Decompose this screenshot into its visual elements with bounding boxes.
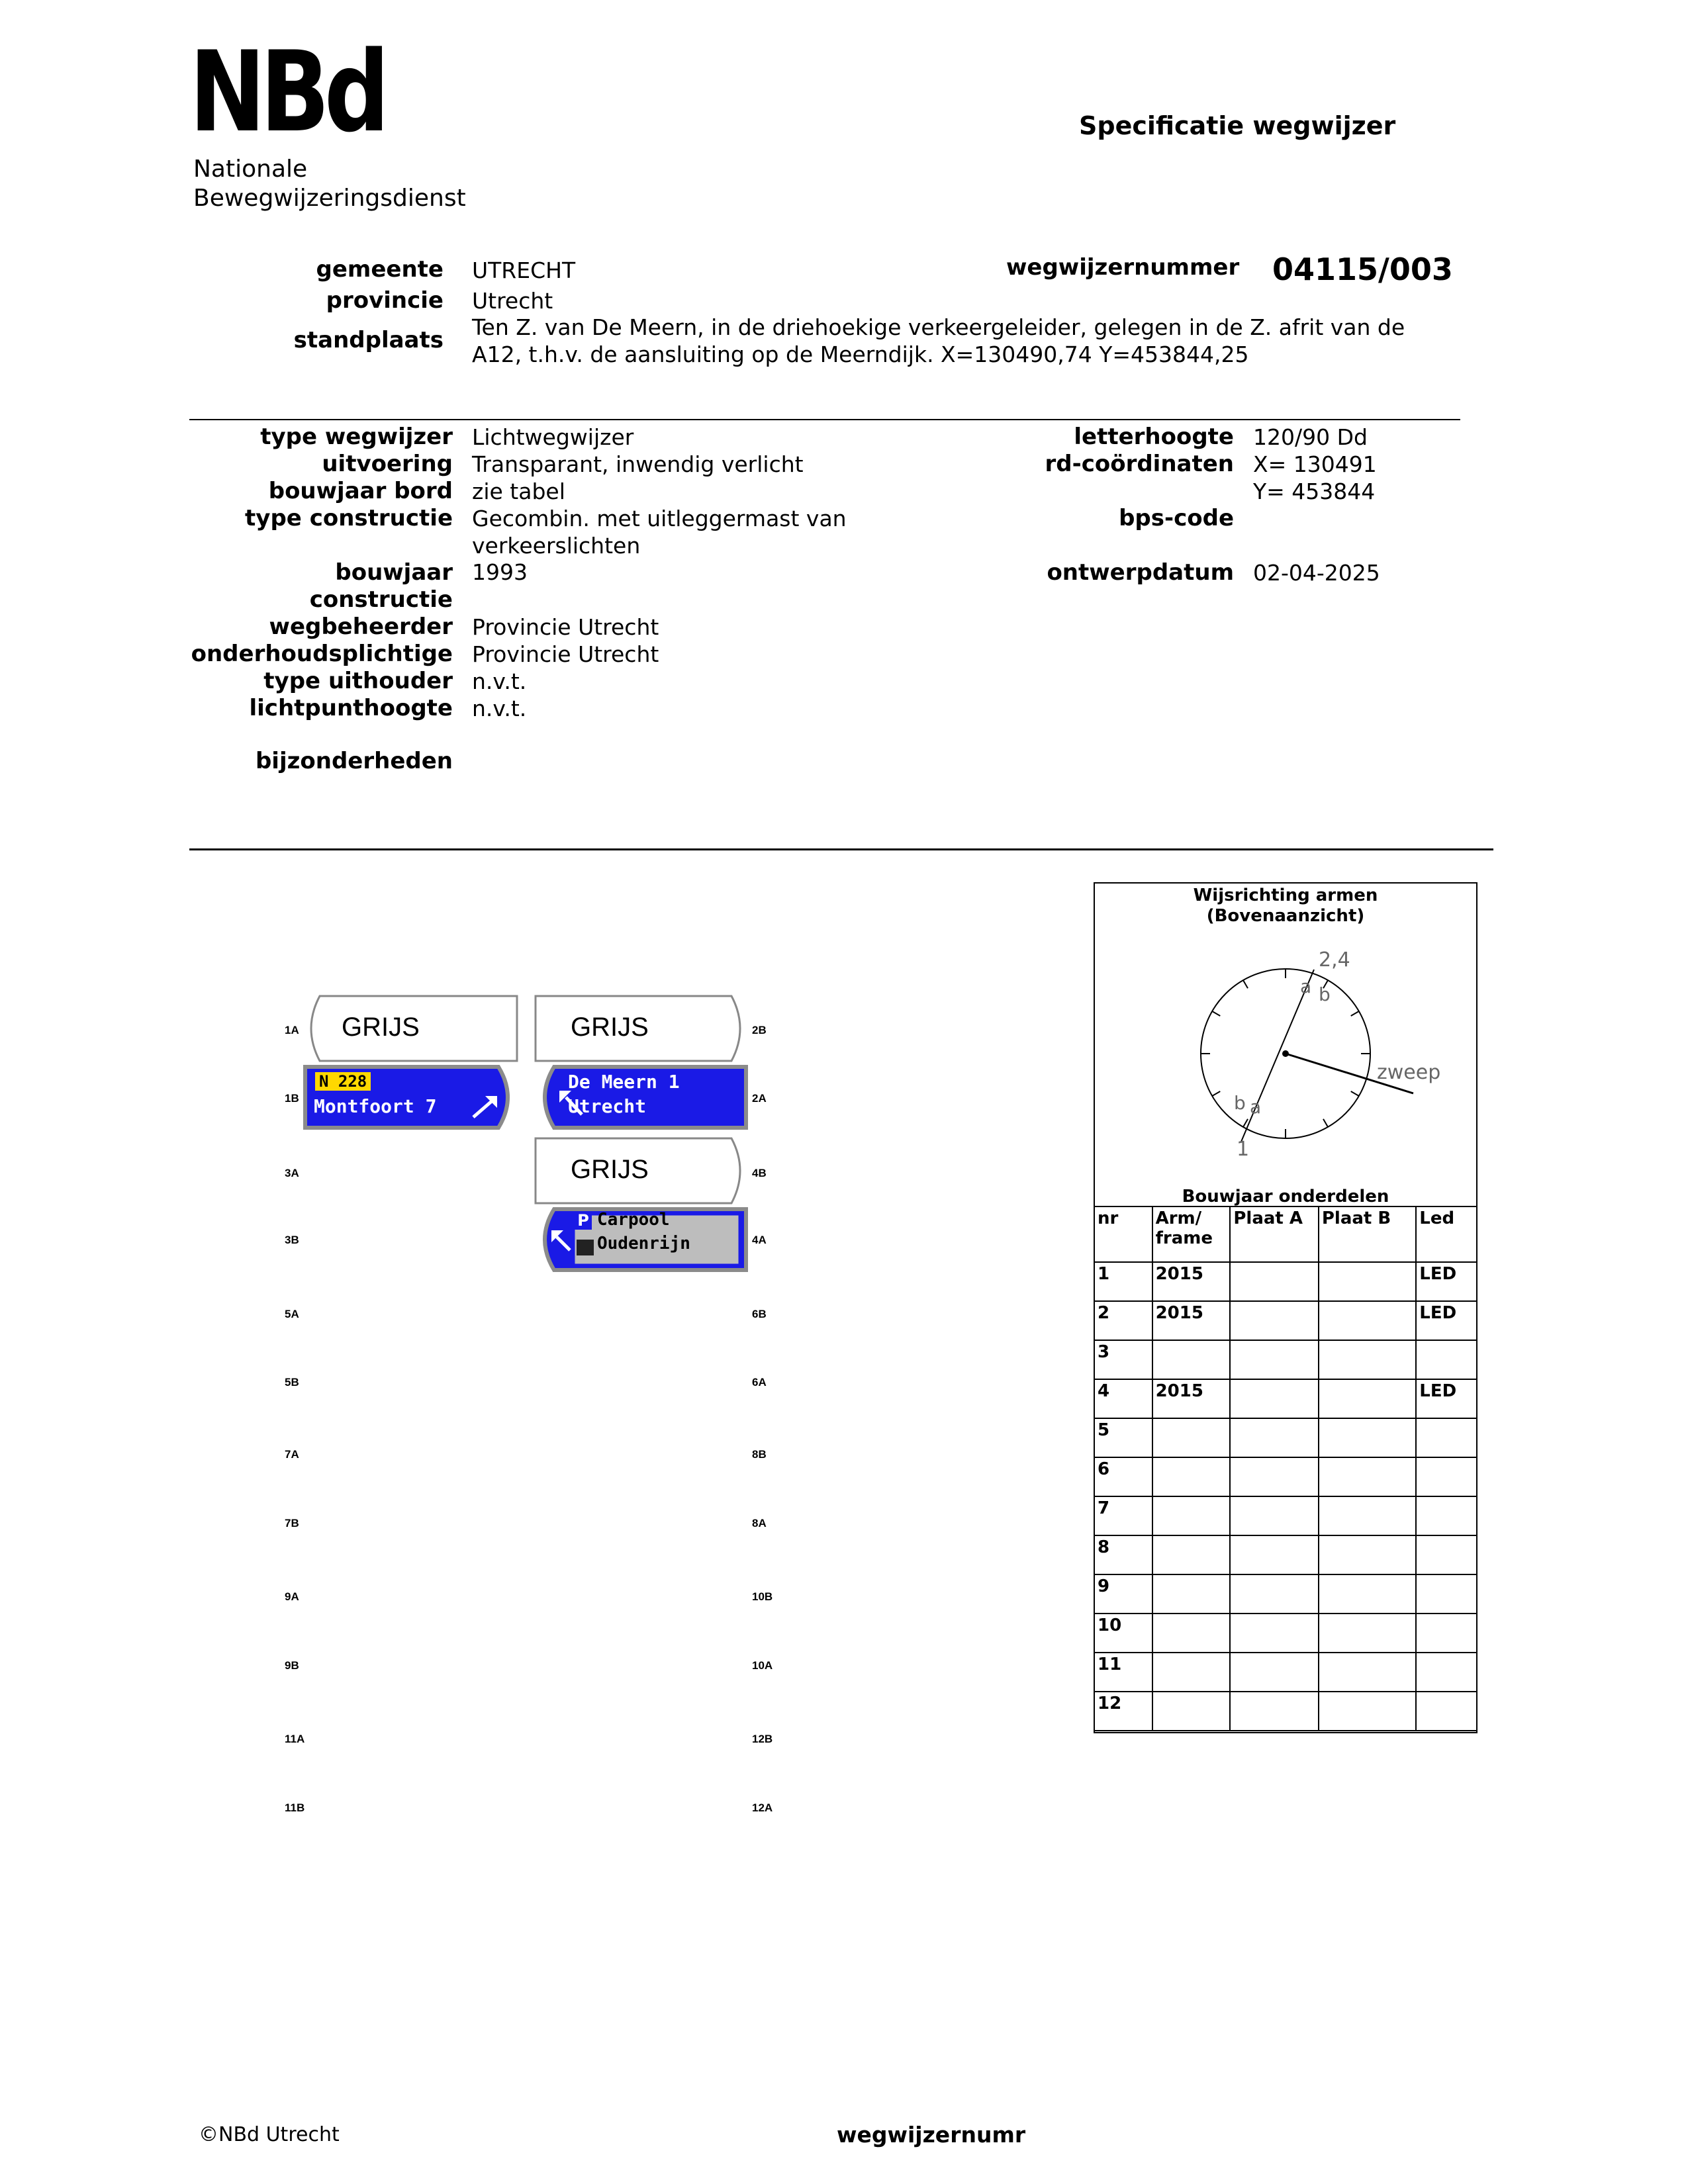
bouwjaar-row [1094,1574,1477,1614]
standplaats-label: standplaats [293,327,444,353]
label-top: 2,4 [1319,948,1350,972]
col-led: Led [1416,1206,1477,1262]
wegwijzernummer-value: 04115/003 [1272,251,1453,287]
wegbeheerder-value: Provincie Utrecht [472,614,659,640]
type-constructie-label: type constructie [245,505,453,531]
divider-bottom [189,848,1493,850]
bouwjaar-cell: 2 [1094,1301,1152,1340]
bouwjaar-row [1094,1457,1477,1496]
letterhoogte-label: letterhoogte [1074,424,1234,450]
bouwjaar-row [1094,1692,1477,1731]
sign-4a-line-1: Carpool [597,1210,670,1230]
provincie-label: provincie [326,287,444,314]
type-constructie-line-1: Gecombin. met uitleggermast van [472,506,847,531]
standplaats-line-2: A12, t.h.v. de aansluiting op de Meerndijk. X=130490,74 Y=453844,25 [472,341,1249,367]
bouwjaar-cell [1416,1496,1477,1535]
row-label-left: 9A [285,1590,299,1603]
bouwjaar-cell: 11 [1094,1653,1152,1692]
bouwjaar-cell: 5 [1094,1418,1152,1457]
bouwjaar-cell [1230,1418,1319,1457]
sign-4b-text: GRIJS [571,1155,649,1184]
row-label-right: 12A [752,1801,773,1814]
bouwjaar-cell [1319,1340,1416,1379]
sign-2a-line-1: De Meern 1 [568,1071,680,1093]
rd-y-value: Y= 453844 [1253,478,1376,504]
provincie-value: Utrecht [472,288,553,314]
footer-copyright: ©NBd Utrecht [199,2123,340,2146]
row-label-right: 4B [752,1167,767,1179]
bouwjaar-cell: 6 [1094,1457,1152,1496]
ontwerpdatum-value: 02-04-2025 [1253,560,1380,586]
bouwjaar-cell: 2015 [1152,1379,1231,1418]
compass-tick [1212,1011,1220,1016]
compass-tick [1243,1119,1248,1127]
sign-2a-line-2: Utrecht [568,1095,647,1117]
bouwjaar-cell [1152,1653,1231,1692]
onderhoudsplichtige-value: Provincie Utrecht [472,641,659,667]
uitvoering-label: uitvoering [322,451,453,477]
bouwjaar-constructie-value: 1993 [472,559,528,585]
bouwjaar-header-row [1094,1206,1477,1262]
row-label-right: 6A [752,1376,767,1388]
bouwjaar-cell [1152,1574,1231,1614]
bouwjaar-cell: 2015 [1152,1262,1231,1301]
bouwjaar-cell [1230,1496,1319,1535]
bouwjaar-row [1094,1535,1477,1574]
sign-1b-text: Montfoort 7 [314,1095,437,1117]
bouwjaar-row [1094,1262,1477,1301]
rd-coordinaten-label: rd-coördinaten [1045,451,1234,477]
bouwjaar-cell: 8 [1094,1535,1152,1574]
bouwjaar-cell [1319,1496,1416,1535]
bouwjaar-cell: LED [1416,1301,1477,1340]
row-label-right: 6B [752,1308,767,1320]
bouwjaar-cell [1230,1535,1319,1574]
row-label-left: 7A [285,1448,299,1461]
bouwjaar-cell [1230,1614,1319,1653]
col-nr: nr [1094,1206,1152,1262]
logo-line-1: Nationale [193,156,308,183]
letterhoogte-value: 120/90 Dd [1253,424,1368,450]
bouwjaar-cell [1319,1574,1416,1614]
bouwjaar-cell [1416,1418,1477,1457]
bouwjaar-cell [1230,1692,1319,1731]
page-title: Specificatie wegwijzer [1079,111,1396,140]
bouwjaar-bord-value: zie tabel [472,478,565,504]
bouwjaar-cell [1230,1340,1319,1379]
bouwjaar-cell [1230,1301,1319,1340]
gemeente-label: gemeente [316,256,444,283]
bouwjaar-cell [1319,1614,1416,1653]
row-label-right: 10A [752,1659,773,1672]
bouwjaar-cell [1416,1535,1477,1574]
bps-code-label: bps-code [1119,505,1234,531]
standplaats-line-1: Ten Z. van De Meern, in de driehoekige verkeergeleider, gelegen in de Z. afrit van de [472,314,1405,340]
logo-mark: NBd [189,27,385,157]
compass-tick [1323,1119,1328,1127]
row-label-left: 1A [285,1024,299,1036]
bouwjaar-row [1094,1379,1477,1418]
direction-diagram [1178,940,1443,1165]
center-dot [1282,1050,1289,1057]
bouwjaar-cell [1152,1614,1231,1653]
row-label-left: 7B [285,1517,299,1529]
sign-1a-text: GRIJS [342,1013,420,1042]
uitvoering-value: Transparant, inwendig verlicht [472,451,804,477]
bouwjaar-cell [1152,1496,1231,1535]
lichtpunthoogte-label: lichtpunthoogte [249,695,453,721]
bouwjaar-cell [1319,1418,1416,1457]
parking-p-icon: P [575,1211,592,1230]
bouwjaar-cell: 7 [1094,1496,1152,1535]
row-label-left: 1B [285,1092,299,1105]
bouwjaar-cell: 3 [1094,1340,1152,1379]
bouwjaar-cell [1152,1340,1231,1379]
bouwjaar-cell [1230,1653,1319,1692]
sign-2b-text: GRIJS [571,1013,649,1042]
bouwjaar-row [1094,1614,1477,1653]
bouwjaar-cell [1319,1692,1416,1731]
row-label-right: 8A [752,1517,767,1529]
bouwjaar-row [1094,1301,1477,1340]
type-uithouder-label: type uithouder [263,668,453,694]
row-label-right: 2A [752,1092,767,1105]
logo-line-2: Bewegwijzeringsdienst [193,185,466,212]
bouwjaar-bord-label: bouwjaar bord [268,478,453,504]
bouwjaar-cell: 10 [1094,1614,1152,1653]
label-zweep: zweep [1377,1061,1441,1084]
col-plaat-a: Plaat A [1230,1206,1319,1262]
onderhoudsplichtige-label: onderhoudsplichtige [191,641,453,667]
bouwjaar-row [1094,1340,1477,1379]
row-label-right: 4A [752,1234,767,1246]
bijzonderheden-label: bijzonderheden [255,748,453,774]
col-arm-frame: Arm/ frame [1152,1206,1231,1262]
row-label-left: 9B [285,1659,299,1672]
type-wegwijzer-value: Lichtwegwijzer [472,424,634,450]
bouwjaar-cell [1319,1379,1416,1418]
row-label-right: 8B [752,1448,767,1461]
bouwjaar-cell [1152,1535,1231,1574]
bouwjaar-title: Bouwjaar onderdelen [1182,1187,1389,1206]
bouwjaar-row [1094,1653,1477,1692]
sign-4a-line-2: Oudenrijn [597,1234,690,1253]
bouwjaar-cell: 9 [1094,1574,1152,1614]
bouwjaar-cell [1416,1614,1477,1653]
bouwjaar-cell [1319,1653,1416,1692]
row-label-right: 12B [752,1733,773,1745]
type-uithouder-value: n.v.t. [472,668,527,694]
row-label-left: 3B [285,1234,299,1246]
row-label-left: 11A [285,1733,305,1745]
bouwjaar-cell: 4 [1094,1379,1152,1418]
bouwjaar-cell [1416,1653,1477,1692]
type-wegwijzer-label: type wegwijzer [260,424,453,450]
wijsrichting-title [1095,886,1476,927]
divider-top [189,419,1460,420]
bouwjaar-cell [1416,1340,1477,1379]
wegwijzernummer-label: wegwijzernummer [1006,254,1240,281]
compass-tick [1243,980,1248,988]
ontwerpdatum-label: ontwerpdatum [1047,559,1234,586]
bouwjaar-cell: LED [1416,1379,1477,1418]
label-bottom: 1 [1237,1138,1250,1161]
bouwjaar-cell [1319,1262,1416,1301]
rd-x-value: X= 130491 [1253,451,1377,477]
bouwjaar-cell [1230,1574,1319,1614]
row-label-right: 2B [752,1024,767,1036]
compass-tick [1351,1011,1359,1016]
lichtpunthoogte-value: n.v.t. [472,696,527,721]
wijsrichting-title-2: (Bovenaanzicht) [1206,906,1365,926]
bouwjaar-cell: 2015 [1152,1301,1231,1340]
bouwjaar-cell [1230,1457,1319,1496]
gemeente-value: UTRECHT [472,257,576,283]
bouwjaar-cell [1152,1692,1231,1731]
row-label-right: 10B [752,1590,773,1603]
wijsrichting-title-1: Wijsrichting armen [1193,886,1378,905]
label-b-bottom: b [1234,1092,1246,1114]
row-label-left: 5B [285,1376,299,1388]
bouwjaar-row [1094,1418,1477,1457]
row-label-left: 11B [285,1801,305,1814]
bouwjaar-cell [1416,1574,1477,1614]
bouwjaar-cell [1319,1535,1416,1574]
route-shield-n228: N 228 [315,1072,371,1091]
compass-tick [1212,1091,1220,1096]
row-label-left: 3A [285,1167,299,1179]
bouwjaar-cell: LED [1416,1262,1477,1301]
col-plaat-b: Plaat B [1319,1206,1416,1262]
bouwjaar-cell: 12 [1094,1692,1152,1731]
wegbeheerder-label: wegbeheerder [269,614,453,640]
bouwjaar-cell [1230,1379,1319,1418]
bouwjaar-constructie-label-2: constructie [309,586,453,613]
label-b-top: b [1319,983,1331,1005]
bouwjaar-cell [1152,1457,1231,1496]
row-label-left: 5A [285,1308,299,1320]
bouwjaar-row [1094,1496,1477,1535]
footer-wegwijzernummer: wegwijzernumr [837,2122,1026,2148]
label-a-bottom: a [1250,1096,1262,1118]
bouwjaar-cell [1230,1262,1319,1301]
bouwjaar-cell: 1 [1094,1262,1152,1301]
bouwjaar-cell [1319,1301,1416,1340]
bouwjaar-constructie-label-1: bouwjaar [335,559,453,586]
bouwjaar-cell [1319,1457,1416,1496]
bouwjaar-cell [1416,1692,1477,1731]
label-a-top: a [1300,976,1312,997]
bouwjaar-table [1094,1206,1477,1731]
type-constructie-line-2: verkeerslichten [472,533,641,559]
bouwjaar-cell [1416,1457,1477,1496]
compass-tick [1351,1091,1359,1096]
bouwjaar-cell [1152,1418,1231,1457]
